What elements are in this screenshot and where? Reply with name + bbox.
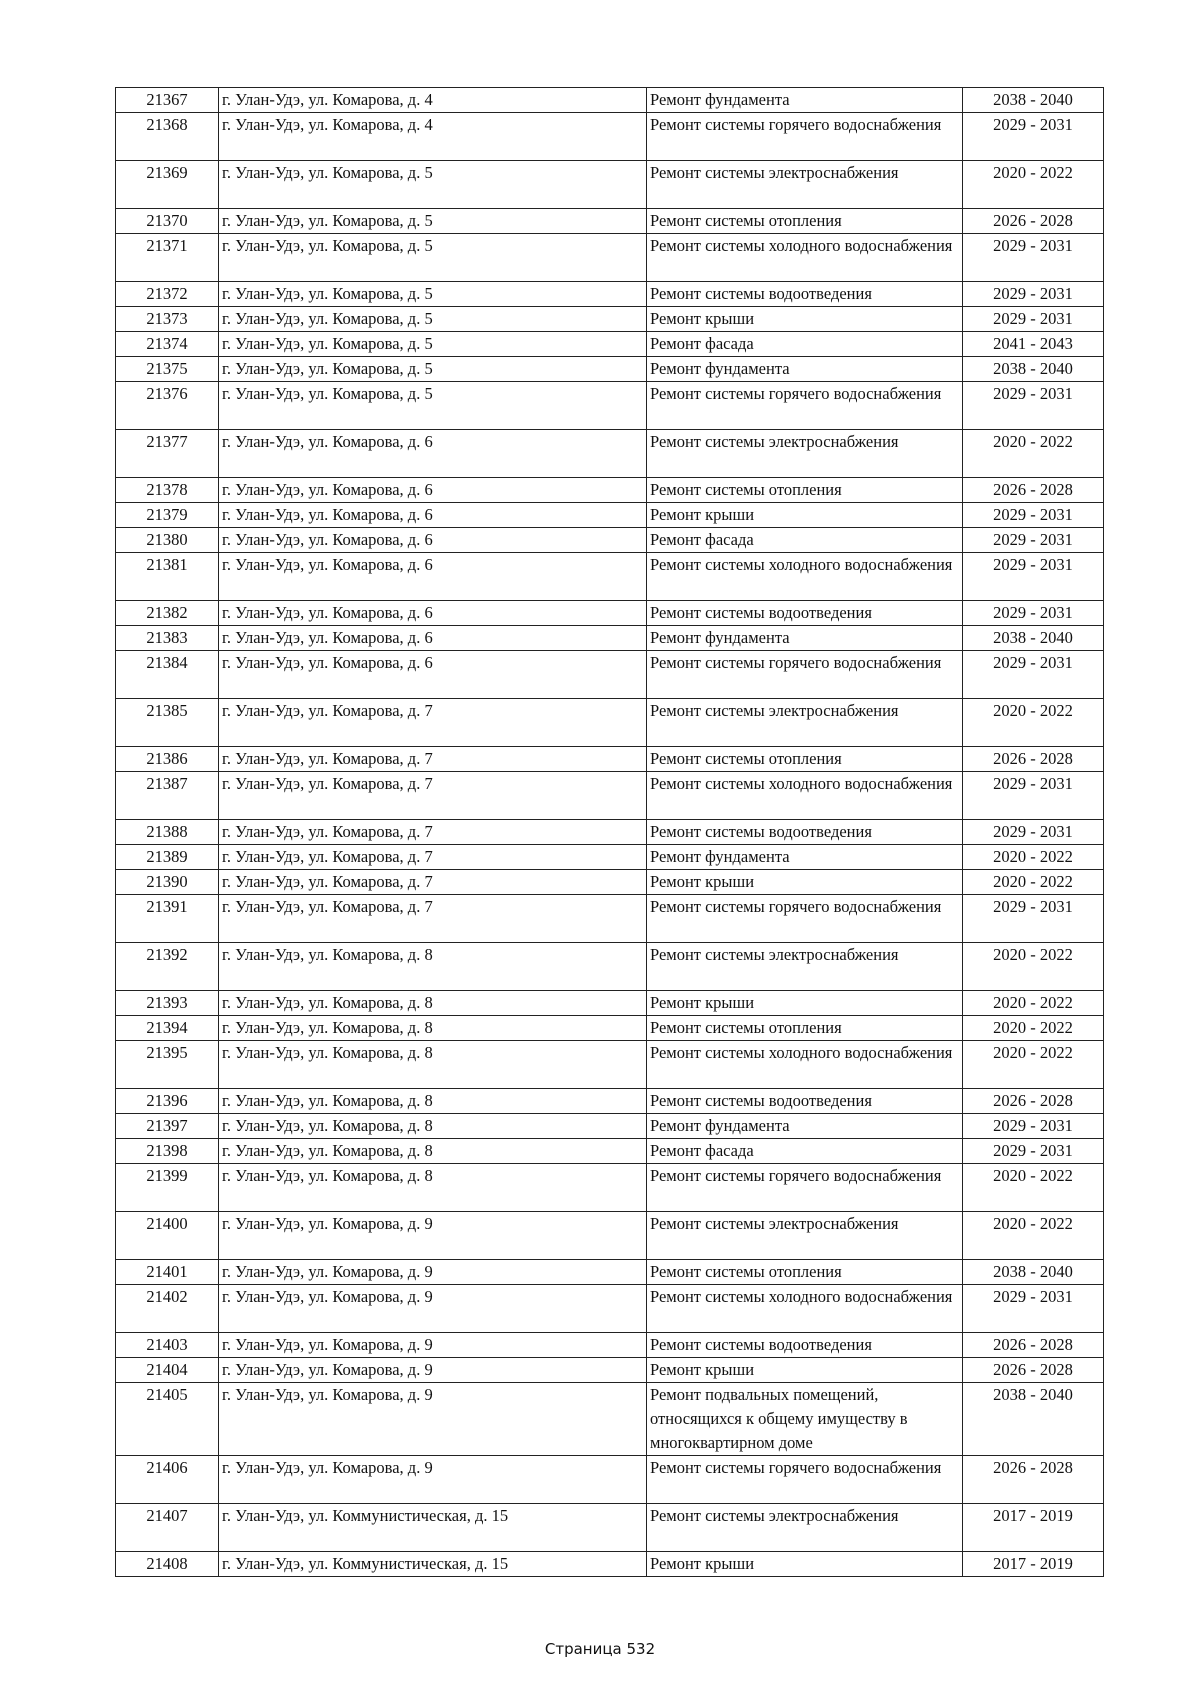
record-number: 21370 — [116, 209, 219, 234]
record-number: 21390 — [116, 870, 219, 895]
address-cell: г. Улан-Удэ, ул. Комарова, д. 7 — [219, 772, 647, 820]
address-cell: г. Улан-Удэ, ул. Комарова, д. 6 — [219, 553, 647, 601]
address-cell: г. Улан-Удэ, ул. Коммунистическая, д. 15 — [219, 1504, 647, 1552]
period-cell: 2026 - 2028 — [963, 1456, 1104, 1504]
table-row — [116, 651, 1104, 699]
record-number: 21367 — [116, 88, 219, 113]
address-cell: г. Улан-Удэ, ул. Комарова, д. 8 — [219, 1114, 647, 1139]
period-cell: 2026 - 2028 — [963, 1333, 1104, 1358]
table-row — [116, 1089, 1104, 1114]
work-type-cell: Ремонт системы отопления — [647, 478, 963, 503]
record-number: 21377 — [116, 430, 219, 478]
work-type-cell: Ремонт фасада — [647, 1139, 963, 1164]
period-cell: 2038 - 2040 — [963, 626, 1104, 651]
work-type-cell: Ремонт системы горячего водоснабжения — [647, 1456, 963, 1504]
work-type-cell: Ремонт крыши — [647, 870, 963, 895]
record-number: 21404 — [116, 1358, 219, 1383]
record-number: 21391 — [116, 895, 219, 943]
record-number: 21383 — [116, 626, 219, 651]
period-cell: 2029 - 2031 — [963, 307, 1104, 332]
period-cell: 2020 - 2022 — [963, 1212, 1104, 1260]
period-cell: 2038 - 2040 — [963, 357, 1104, 382]
work-type-cell: Ремонт системы отопления — [647, 209, 963, 234]
work-type-cell: Ремонт системы электроснабжения — [647, 430, 963, 478]
record-number: 21392 — [116, 943, 219, 991]
work-type-cell: Ремонт системы электроснабжения — [647, 161, 963, 209]
address-cell: г. Улан-Удэ, ул. Комарова, д. 6 — [219, 478, 647, 503]
work-type-cell: Ремонт системы электроснабжения — [647, 1212, 963, 1260]
work-type-cell: Ремонт системы горячего водоснабжения — [647, 651, 963, 699]
work-type-cell: Ремонт системы холодного водоснабжения — [647, 553, 963, 601]
address-cell: г. Улан-Удэ, ул. Комарова, д. 8 — [219, 1164, 647, 1212]
table-row — [116, 1358, 1104, 1383]
period-cell: 2029 - 2031 — [963, 113, 1104, 161]
record-number: 21384 — [116, 651, 219, 699]
record-number: 21396 — [116, 1089, 219, 1114]
table-row — [116, 870, 1104, 895]
work-type-cell: Ремонт системы электроснабжения — [647, 943, 963, 991]
work-type-cell: Ремонт системы электроснабжения — [647, 1504, 963, 1552]
work-type-cell: Ремонт системы водоотведения — [647, 820, 963, 845]
period-cell: 2029 - 2031 — [963, 1139, 1104, 1164]
work-type-cell: Ремонт подвальных помещений, относящихся к общему имуществу в многоквартирном доме — [647, 1383, 963, 1456]
record-number: 21379 — [116, 503, 219, 528]
period-cell: 2029 - 2031 — [963, 234, 1104, 282]
table-row — [116, 1285, 1104, 1333]
work-type-cell: Ремонт системы водоотведения — [647, 601, 963, 626]
period-cell: 2029 - 2031 — [963, 382, 1104, 430]
table-row — [116, 382, 1104, 430]
work-type-cell: Ремонт системы холодного водоснабжения — [647, 1041, 963, 1089]
period-cell: 2029 - 2031 — [963, 553, 1104, 601]
address-cell: г. Улан-Удэ, ул. Комарова, д. 5 — [219, 161, 647, 209]
table-row — [116, 1016, 1104, 1041]
address-cell: г. Улан-Удэ, ул. Комарова, д. 9 — [219, 1212, 647, 1260]
period-cell: 2029 - 2031 — [963, 820, 1104, 845]
period-cell: 2020 - 2022 — [963, 1041, 1104, 1089]
work-type-cell: Ремонт крыши — [647, 503, 963, 528]
record-number: 21399 — [116, 1164, 219, 1212]
address-cell: г. Улан-Удэ, ул. Комарова, д. 9 — [219, 1358, 647, 1383]
work-type-cell: Ремонт системы отопления — [647, 747, 963, 772]
record-number: 21371 — [116, 234, 219, 282]
period-cell: 2020 - 2022 — [963, 870, 1104, 895]
period-cell: 2029 - 2031 — [963, 282, 1104, 307]
table-row — [116, 1260, 1104, 1285]
address-cell: г. Улан-Удэ, ул. Комарова, д. 7 — [219, 820, 647, 845]
work-type-cell: Ремонт крыши — [647, 991, 963, 1016]
record-number: 21369 — [116, 161, 219, 209]
period-cell: 2020 - 2022 — [963, 161, 1104, 209]
period-cell: 2026 - 2028 — [963, 1089, 1104, 1114]
address-cell: г. Улан-Удэ, ул. Комарова, д. 5 — [219, 307, 647, 332]
period-cell: 2017 - 2019 — [963, 1552, 1104, 1577]
record-number: 21394 — [116, 1016, 219, 1041]
work-type-cell: Ремонт системы отопления — [647, 1260, 963, 1285]
period-cell: 2020 - 2022 — [963, 430, 1104, 478]
record-number: 21395 — [116, 1041, 219, 1089]
record-number: 21385 — [116, 699, 219, 747]
address-cell: г. Улан-Удэ, ул. Комарова, д. 8 — [219, 1016, 647, 1041]
record-number: 21398 — [116, 1139, 219, 1164]
address-cell: г. Улан-Удэ, ул. Комарова, д. 9 — [219, 1383, 647, 1456]
period-cell: 2026 - 2028 — [963, 747, 1104, 772]
address-cell: г. Улан-Удэ, ул. Комарова, д. 8 — [219, 1139, 647, 1164]
work-type-cell: Ремонт системы холодного водоснабжения — [647, 772, 963, 820]
address-cell: г. Улан-Удэ, ул. Комарова, д. 5 — [219, 282, 647, 307]
work-type-cell: Ремонт фундамента — [647, 1114, 963, 1139]
record-number: 21403 — [116, 1333, 219, 1358]
table-row — [116, 307, 1104, 332]
work-type-cell: Ремонт системы горячего водоснабжения — [647, 895, 963, 943]
table-row — [116, 1504, 1104, 1552]
work-type-cell: Ремонт системы холодного водоснабжения — [647, 234, 963, 282]
table-row — [116, 747, 1104, 772]
table-row — [116, 895, 1104, 943]
address-cell: г. Улан-Удэ, ул. Комарова, д. 6 — [219, 430, 647, 478]
work-type-cell: Ремонт фундамента — [647, 88, 963, 113]
record-number: 21387 — [116, 772, 219, 820]
table-row — [116, 943, 1104, 991]
address-cell: г. Улан-Удэ, ул. Комарова, д. 5 — [219, 382, 647, 430]
work-type-cell: Ремонт системы водоотведения — [647, 1333, 963, 1358]
address-cell: г. Улан-Удэ, ул. Комарова, д. 6 — [219, 626, 647, 651]
record-number: 21388 — [116, 820, 219, 845]
work-type-cell: Ремонт фундамента — [647, 845, 963, 870]
record-number: 21408 — [116, 1552, 219, 1577]
table-row — [116, 478, 1104, 503]
period-cell: 2041 - 2043 — [963, 332, 1104, 357]
table-body — [116, 88, 1104, 1577]
work-type-cell: Ремонт крыши — [647, 307, 963, 332]
record-number: 21389 — [116, 845, 219, 870]
table-row — [116, 1212, 1104, 1260]
period-cell: 2020 - 2022 — [963, 699, 1104, 747]
address-cell: г. Улан-Удэ, ул. Комарова, д. 4 — [219, 113, 647, 161]
period-cell: 2038 - 2040 — [963, 88, 1104, 113]
period-cell: 2029 - 2031 — [963, 895, 1104, 943]
period-cell: 2029 - 2031 — [963, 1285, 1104, 1333]
record-number: 21376 — [116, 382, 219, 430]
table-row — [116, 699, 1104, 747]
table-row — [116, 1333, 1104, 1358]
record-number: 21368 — [116, 113, 219, 161]
address-cell: г. Улан-Удэ, ул. Комарова, д. 8 — [219, 991, 647, 1016]
table-row — [116, 88, 1104, 113]
address-cell: г. Улан-Удэ, ул. Комарова, д. 7 — [219, 747, 647, 772]
address-cell: г. Улан-Удэ, ул. Комарова, д. 7 — [219, 895, 647, 943]
table-row — [116, 772, 1104, 820]
work-type-cell: Ремонт фасада — [647, 332, 963, 357]
record-number: 21406 — [116, 1456, 219, 1504]
table-row — [116, 282, 1104, 307]
table-row — [116, 1383, 1104, 1456]
table-row — [116, 1114, 1104, 1139]
page-number: Страница 532 — [544, 1640, 656, 1658]
period-cell: 2029 - 2031 — [963, 651, 1104, 699]
address-cell: г. Улан-Удэ, ул. Комарова, д. 6 — [219, 528, 647, 553]
work-type-cell: Ремонт фундамента — [647, 626, 963, 651]
record-number: 21401 — [116, 1260, 219, 1285]
address-cell: г. Улан-Удэ, ул. Комарова, д. 9 — [219, 1285, 647, 1333]
table-row — [116, 820, 1104, 845]
table-row — [116, 1552, 1104, 1577]
address-cell: г. Улан-Удэ, ул. Комарова, д. 5 — [219, 332, 647, 357]
address-cell: г. Улан-Удэ, ул. Комарова, д. 4 — [219, 88, 647, 113]
period-cell: 2029 - 2031 — [963, 503, 1104, 528]
record-number: 21380 — [116, 528, 219, 553]
record-number: 21407 — [116, 1504, 219, 1552]
table-row — [116, 357, 1104, 382]
record-number: 21378 — [116, 478, 219, 503]
work-type-cell: Ремонт системы горячего водоснабжения — [647, 113, 963, 161]
period-cell: 2038 - 2040 — [963, 1383, 1104, 1456]
record-number: 21405 — [116, 1383, 219, 1456]
table-row — [116, 991, 1104, 1016]
period-cell: 2029 - 2031 — [963, 601, 1104, 626]
address-cell: г. Улан-Удэ, ул. Комарова, д. 9 — [219, 1260, 647, 1285]
table-row — [116, 1139, 1104, 1164]
record-number: 21402 — [116, 1285, 219, 1333]
table-row — [116, 1041, 1104, 1089]
record-number: 21372 — [116, 282, 219, 307]
work-type-cell: Ремонт системы горячего водоснабжения — [647, 1164, 963, 1212]
period-cell: 2020 - 2022 — [963, 943, 1104, 991]
address-cell: г. Улан-Удэ, ул. Комарова, д. 6 — [219, 651, 647, 699]
work-type-cell: Ремонт системы отопления — [647, 1016, 963, 1041]
record-number: 21382 — [116, 601, 219, 626]
record-number: 21374 — [116, 332, 219, 357]
work-type-cell: Ремонт фундамента — [647, 357, 963, 382]
address-cell: г. Улан-Удэ, ул. Комарова, д. 8 — [219, 943, 647, 991]
table-row — [116, 553, 1104, 601]
work-type-cell: Ремонт системы холодного водоснабжения — [647, 1285, 963, 1333]
record-number: 21373 — [116, 307, 219, 332]
address-cell: г. Улан-Удэ, ул. Комарова, д. 7 — [219, 699, 647, 747]
period-cell: 2026 - 2028 — [963, 478, 1104, 503]
repair-schedule-table — [115, 87, 1104, 1577]
record-number: 21393 — [116, 991, 219, 1016]
work-type-cell: Ремонт системы электроснабжения — [647, 699, 963, 747]
period-cell: 2029 - 2031 — [963, 528, 1104, 553]
work-type-cell: Ремонт системы водоотведения — [647, 1089, 963, 1114]
table-row — [116, 528, 1104, 553]
address-cell: г. Улан-Удэ, ул. Комарова, д. 6 — [219, 601, 647, 626]
table-row — [116, 161, 1104, 209]
work-type-cell: Ремонт системы горячего водоснабжения — [647, 382, 963, 430]
period-cell: 2038 - 2040 — [963, 1260, 1104, 1285]
address-cell: г. Улан-Удэ, ул. Комарова, д. 9 — [219, 1456, 647, 1504]
work-type-cell: Ремонт фасада — [647, 528, 963, 553]
period-cell: 2020 - 2022 — [963, 1164, 1104, 1212]
period-cell: 2020 - 2022 — [963, 1016, 1104, 1041]
address-cell: г. Улан-Удэ, ул. Комарова, д. 5 — [219, 234, 647, 282]
period-cell: 2017 - 2019 — [963, 1504, 1104, 1552]
table-row — [116, 626, 1104, 651]
work-type-cell: Ремонт крыши — [647, 1358, 963, 1383]
work-type-cell: Ремонт крыши — [647, 1552, 963, 1577]
table-row — [116, 209, 1104, 234]
period-cell: 2029 - 2031 — [963, 772, 1104, 820]
table-row — [116, 234, 1104, 282]
work-type-cell: Ремонт системы водоотведения — [647, 282, 963, 307]
table-row — [116, 113, 1104, 161]
table-row — [116, 845, 1104, 870]
period-cell: 2020 - 2022 — [963, 991, 1104, 1016]
address-cell: г. Улан-Удэ, ул. Комарова, д. 8 — [219, 1089, 647, 1114]
address-cell: г. Улан-Удэ, ул. Комарова, д. 7 — [219, 845, 647, 870]
period-cell: 2026 - 2028 — [963, 1358, 1104, 1383]
address-cell: г. Улан-Удэ, ул. Комарова, д. 5 — [219, 357, 647, 382]
period-cell: 2020 - 2022 — [963, 845, 1104, 870]
table-row — [116, 601, 1104, 626]
table-row — [116, 430, 1104, 478]
record-number: 21400 — [116, 1212, 219, 1260]
table-row — [116, 332, 1104, 357]
table-row — [116, 1456, 1104, 1504]
address-cell: г. Улан-Удэ, ул. Комарова, д. 6 — [219, 503, 647, 528]
record-number: 21386 — [116, 747, 219, 772]
table-row — [116, 503, 1104, 528]
address-cell: г. Улан-Удэ, ул. Комарова, д. 5 — [219, 209, 647, 234]
address-cell: г. Улан-Удэ, ул. Комарова, д. 7 — [219, 870, 647, 895]
address-cell: г. Улан-Удэ, ул. Коммунистическая, д. 15 — [219, 1552, 647, 1577]
table-row — [116, 1164, 1104, 1212]
address-cell: г. Улан-Удэ, ул. Комарова, д. 8 — [219, 1041, 647, 1089]
record-number: 21375 — [116, 357, 219, 382]
record-number: 21381 — [116, 553, 219, 601]
address-cell: г. Улан-Удэ, ул. Комарова, д. 9 — [219, 1333, 647, 1358]
period-cell: 2026 - 2028 — [963, 209, 1104, 234]
record-number: 21397 — [116, 1114, 219, 1139]
period-cell: 2029 - 2031 — [963, 1114, 1104, 1139]
